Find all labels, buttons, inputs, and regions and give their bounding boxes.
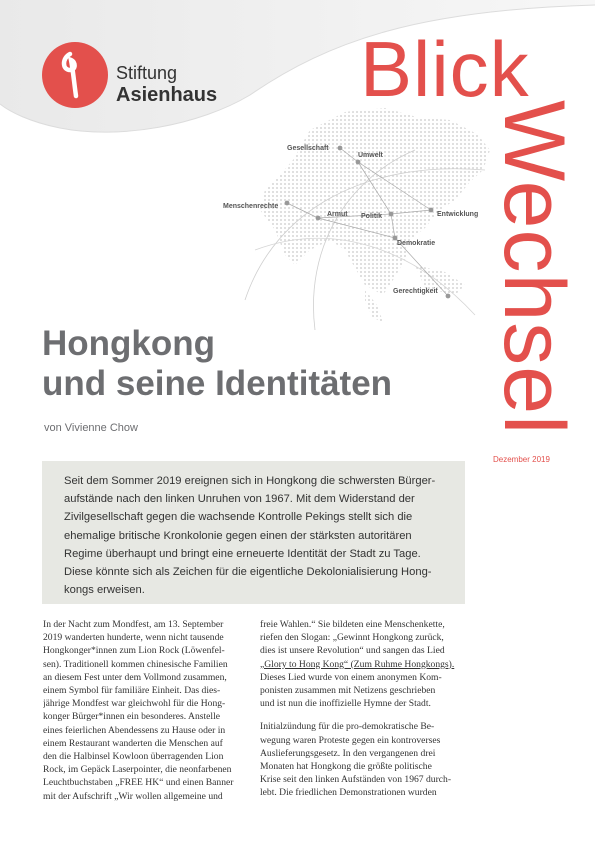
body-line: In der Nacht zum Mondfest, am 13. September [43,619,224,630]
body-line: sen). Traditionell kommen chinesische Familien [43,658,228,670]
body-line: Hongkonger*innen zum Lion Rock (Löwenfel- [43,645,225,657]
author-byline: von Vivienne Chow [44,422,138,434]
body-line: einem Symbol für familiäre Einheit. Das dies- [43,685,221,697]
headline-line-1: Hongkong [42,324,216,363]
body-column-right [260,618,465,800]
body-line: dies ist unsere Revolution“ und sangen das Lied [260,645,445,657]
asia-network-map [215,90,515,330]
issue-date: Dezember 2019 [493,455,550,464]
body-line: Leuchtbuchstaben „FREE HK“ und einen Banner [43,777,234,789]
map-label-menschenrechte: Menschenrechte [223,203,279,210]
map-label-gesellschaft: Gesellschaft [287,145,329,152]
body-line: den die Halbinsel Kowloon überragenden Lion [43,751,224,763]
body-line: Monaten hat Hongkong die größte politische [260,761,432,773]
map-label-gerechtigkeit: Gerechtigkeit [393,288,438,295]
series-title-wechsel: Wechsel [486,100,582,436]
body-column-left [43,618,248,803]
map-landmass [260,108,490,295]
brand-line-1: Stiftung [116,63,178,83]
map-label-demokratie: Demokratie [397,240,436,247]
body-line: riefen den Slogan: „Gewinnt Hongkong zurück, [260,632,444,644]
abstract-box [42,461,465,604]
body-line: jährige Mondfest war gleichwohl für die Hong- [43,698,226,710]
body-line: freie Wahlen.“ Sie bildeten eine Menschenkette, [260,619,445,630]
brand-wordmark [116,64,217,105]
map-label-armut: Armut [327,211,348,218]
body-line: Auslieferungsgesetz. In den vergangenen drei [260,747,436,759]
body-line: an diesem Fest unter dem Vollmond zusammen, [43,671,227,683]
map-label-entwicklung: Entwicklung [437,211,479,218]
body-line: 2019 wanderten hunderte, wenn nicht tausende [43,632,224,644]
abstract-line: Seit dem Sommer 2019 ereignen sich in Hongkong die schwersten Bürger- [64,475,436,487]
abstract-line: Diese könnte sich als Zeichen für die eigentliche Dekolonialisierung Hong- [64,566,432,579]
abstract-line: aufstände nach den linken Unruhen von 1967. Mit dem Widerstand der [64,493,415,506]
abstract-line: ehemalige britische Kronkolonie gegen einen der stärksten autoritären [64,529,412,542]
abstract-line: Regime überhaupt und bringt eine erneuerte Identität der Stadt zu Tage. [64,547,421,560]
body-line: eines feierlichen Abendessens zu Hause oder in [43,724,226,736]
brand-line-2: Asienhaus [116,84,218,106]
body-line: Krise seit den linken Aufständen von 1967 durch- [260,774,452,786]
song-title-line: „Glory to Hong Kong“ (Zum Ruhme Hongkongs). [260,658,455,670]
headline-line-2: und seine Identitäten [42,364,393,403]
stiftung-logo [40,40,110,110]
body-line: konger Bürger*innen ein besonderes. Anstelle [43,711,220,723]
body-line: Rock, im Gepäck Laserpointer, die neonfarbenen [43,764,232,776]
body-line: ponisten zusammen mit Netizens geschrieben [260,685,436,697]
series-title-blick: Blick [360,25,530,113]
map-label-umwelt: Umwelt [358,152,383,159]
body-line: Dieses Lied wurde von einem anonymen Kom- [260,671,442,683]
abstract-line: kongs erweisen. [64,584,145,597]
body-line: wegung waren Proteste gegen ein kontroverses [260,734,441,746]
paragraph-gap [260,710,465,720]
body-line: und ist nun die inoffizielle Hymne der Stadt. [260,698,431,710]
body-line: mit der Aufschrift „Wir wollen allgemeine und [43,790,223,802]
abstract-line: Zivilgesellschaft gegen die wachsende Kontrolle Pekings stellt sich die [64,511,413,524]
body-line: einem Restaurant wanderten die Menschen auf [43,737,223,749]
body-line: Initialzündung für die pro-demokratische Be- [260,721,435,733]
body-line: lebt. Die friedlichen Demonstrationen wurden [260,787,437,799]
map-label-politik: Politik [361,213,383,220]
article-headline [42,324,442,404]
